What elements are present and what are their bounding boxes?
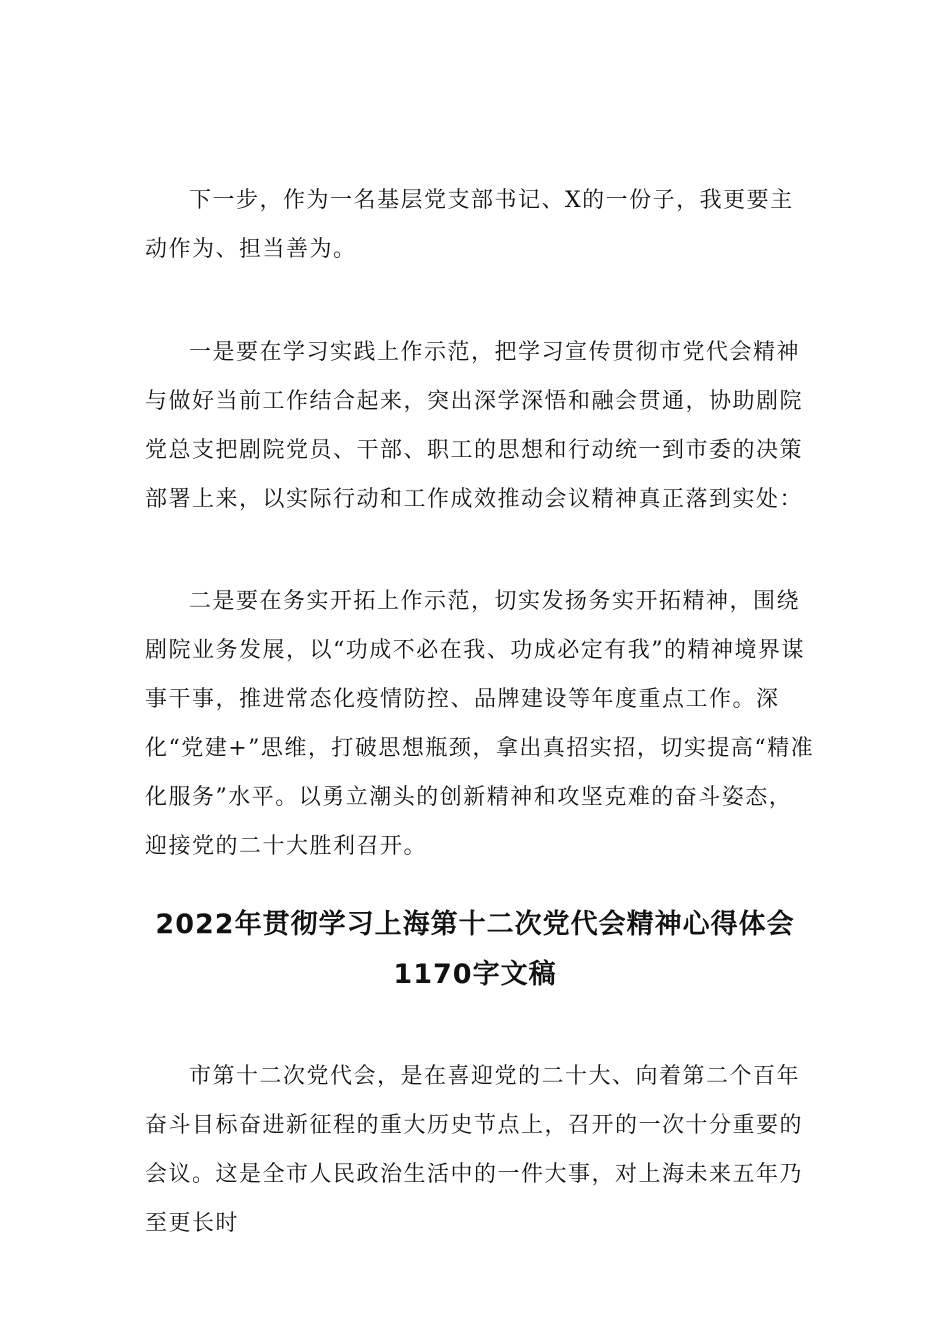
paragraph-next-step: 下一步，作为一名基层党支部书记、X的一份子，我更要主动作为、担当善为。: [145, 188, 794, 262]
paragraph-point-one: 一是要在学习实践上作示范，把学习宣传贯彻市党代会精神与做好当前工作结合起来，突出深学深悟和融会贯通，协助剧院党总支把剧院党员、干部、职工的思想和行动统一到市委的决策部署上来，以实际行动和工作成效推动会议精神真正落到实处：: [145, 340, 804, 512]
article-heading: [100, 900, 850, 1000]
paragraph-point-two: 二是要在务实开拓上作示范，切实发扬务实开拓精神，围绕剧院业务发展，以“功成不必在我、功成必定有我”的精神境界谋事干事，推进常态化疫情防控、品牌建设等年度重点工作。深化“党建+”思维，打破思想瓶颈，拿出真招实招，切实提高“精准化服务”水平。以勇立潮头的创新精神和攻坚克难的奋斗姿态，迎接党的二十大胜利召开。: [145, 589, 815, 859]
paragraph-intro: 市第十二次党代会，是在喜迎党的二十大、向着第二个百年奋斗目标奋进新征程的重大历史节点上，召开的一次十分重要的会议。这是全市人民政治生活中的一件大事，对上海未来五年乃至更长时: [145, 1064, 804, 1236]
heading-line-2: 1170字文稿: [393, 959, 557, 990]
heading-line-1: 2022年贯彻学习上海第十二次党代会精神心得体会: [155, 909, 795, 940]
